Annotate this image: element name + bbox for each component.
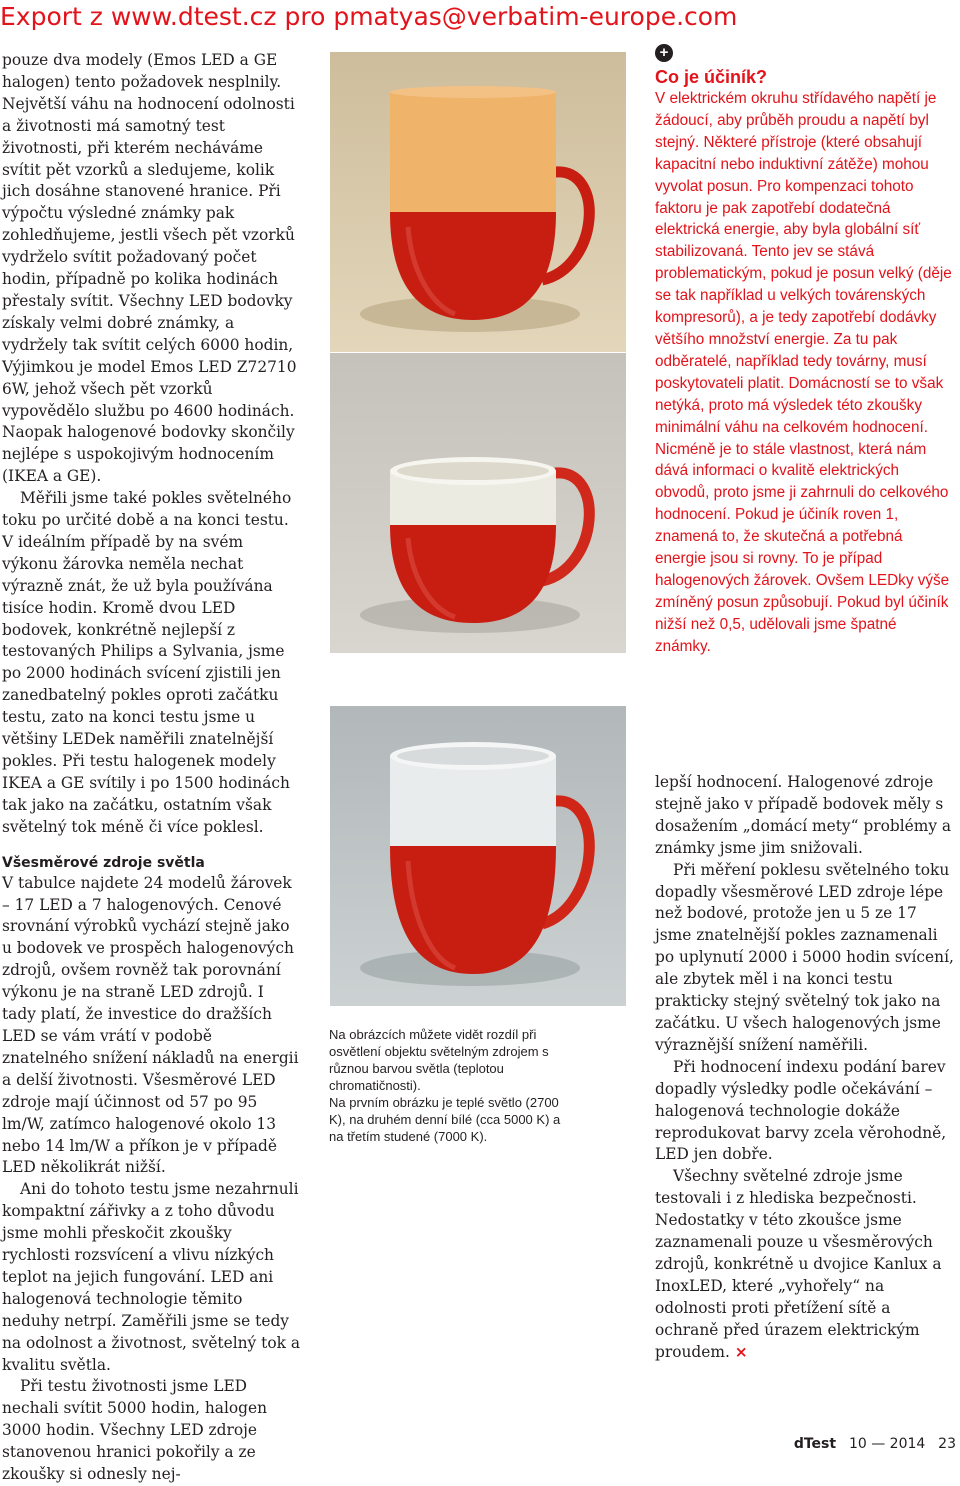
caption-line-2: Na prvním obrázku je teplé světlo (2700 K), na druhém denní bílé (cca 5000 K) a na třetím studené (7000 K). — [329, 1095, 561, 1144]
right-paragraph-2: Při měření poklesu světelného toku dopadly všesměrové LED zdroje lépe než bodové, protože jen u 5 ze 17 jsme znatelnější pokles zaznamenali po uplynutí 2000 i 5000 hodin svícení, ale zbytek měl i na konci testu prakticky stejný světelný tok jako na začátku. U všech halogenových jsme výraznější snížení naměřili. — [655, 860, 954, 1054]
info-box-text: V elektrickém okruhu střídavého napětí je žádoucí, aby průběh proudu a napětí byl stejný. Některé přístroje (které obsahují kapacitní nebo induktivní zátěže) mohou vyvolat posun. Pro kompenzaci tohoto faktoru je pak zapotřebí dodatečná elektrická energie, aby byla globální síť stabilizovaná. Tento jev se stává problematickým, pokud je posun velký (děje se tak například u velkých továrenských kompresorů), a je tedy zapotřebí dodávky většího množství energie. Za tu pak odběratelé, například tedy továrny, musí poskytovateli platit. Domácností se to však netýká, proto má výsledek této zkoušky minimální váhu na celkovém hodnocení. Nicméně je to stále vlastnost, která nám dává informaci o kvalitě elektrických obvodů, proto jsme ji zahrnuli do celkového hodnocení. Pokud je účiník roven 1, znamená to, že skutečná a potřebná energie jsou si rovny. To je případ halogenových žárovek. Ovšem LEDky výše zmíněný posun způsobují. Pokud byl účiník nižší než 0,5, udělovali jsme špatné známky. — [655, 90, 952, 655]
footer-page-number: 23 — [938, 1436, 956, 1452]
photo-daylight — [330, 353, 626, 653]
right-paragraph-3: Při hodnocení indexu podání barev dopadly výsledky podle očekávání – halogenová technologie dokáže reprodukovat barvy zcela věrohodně, LED jen dobře. — [655, 1057, 947, 1164]
right-paragraph-4 — [655, 1166, 955, 1363]
export-watermark: Export z www.dtest.cz pro pmatyas@verbatim-europe.com — [0, 2, 738, 31]
left-column — [2, 50, 302, 1486]
footer-issue: 10 — 2014 — [848, 1436, 926, 1452]
left-paragraph-3: V tabulce najdete 24 modelů žárovek – 17 LED a 7 halogenových. Cenové srovnání výrobků vychází stejně jako u bodovek ve prospěch halogenových zdrojů, ovšem rovněž tak porovnání výkonu je na straně LED zdrojů. I tady platí, že investice do dražších LED se vám vrátí v podobě znatelného snížení nákladů na energii a delší životnosti. Všesměrové LED zdroje mají účinnost od 57 po 95 lm/W, zatímco halogenové okolo 13 nebo 14 lm/W a příkon je v případě LED několikrát nižší. — [2, 873, 299, 1177]
cup-cool-image — [330, 706, 626, 1006]
info-box — [655, 44, 955, 658]
caption-line-1: Na obrázcích můžete vidět rozdíl při osvětlení objektu světelným zdrojem s různou barvou světla (teplotou chromatičnosti). — [329, 1027, 549, 1093]
photo-cool-light — [330, 706, 626, 1006]
left-paragraph-1: pouze dva modely (Emos LED a GE halogen) tento požadovek nesplnily. Největší váhu na hodnocení odolnosti a životnosti má samotný test životnosti, při kterém necháváme svítit pět vzorků a sledujeme, kolik jich dosáhne stanovené hranice. Při výpočtu výsledné známky pak zohledňujeme, jestli všech pět vzorků vydrželo svítit požadovaný počet hodin, případně po kolika hodinách přestaly svítit. Všechny LED bodovky získaly velmi dobré známky, a vydržely tak svítit celých 6000 hodin, Výjimkou je model Emos LED Z72710 6W, jehož všech pět vzorků vypovědělo službu po 4600 hodinách. Naopak halogenové bodovky skončily nejlépe s uspokojivým hodnocením (IKEA a GE). — [2, 51, 297, 486]
plus-circle-icon: + — [655, 44, 673, 62]
left-paragraph-2: Měřili jsme také pokles světelného toku po určité době a na konci testu. V ideálním případě by na svém výkonu žárovka neměla nechat výrazně znát, že už byla používána tisíce hodin. Kromě dvou LED bodovek, konkrétně nejlepší z testovaných Philips a Sylvania, jsme po 2000 hodinách svícení zjistili jen zanedbatelný pokles oproti začátku testu, zato na konci testu jsme u většiny LEDek naměřili znatelnější pokles. Při testu halogenek modely IKEA a GE svítily i po 1500 hodinách tak jako na začátku, ostatním však světelný tok méně či více poklesl. — [2, 489, 292, 836]
cup-daylight-image — [330, 353, 626, 653]
footer-brand: dTest — [793, 1436, 837, 1452]
right-column — [655, 772, 955, 1363]
photo-caption — [329, 1026, 574, 1145]
right-paragraph-4-text: Všechny světelné zdroje jsme testovali i z hlediska bezpečnosti. Nedostatky v této zkoušce jsme zaznamenali pouze u všesměrových zdrojů, konkrétně u dvojice Kanlux a InoxLED, které „vyhořely“ na odolnosti proti přetížení sítě a ochraně před úrazem elektrickým proudem. — [655, 1167, 942, 1361]
cup-warm-image — [330, 52, 626, 352]
section-heading: Všesměrové zdroje světla — [2, 854, 205, 871]
left-paragraph-4: Ani do tohoto testu jsme nezahrnuli kompaktní zářivky a z toho důvodu jsme mohli přeskočit zkoušky rychlosti rozsvícení a vlivu nízkých teplot na jejich fungování. LED ani halogenová technologie těmito neduhy netrpí. Zaměřili jsme se tedy na odolnost a životnost, světelný tok a kvalitu světla. — [2, 1180, 300, 1374]
page-footer — [794, 1436, 956, 1452]
end-mark-icon: × — [734, 1342, 748, 1361]
info-box-title: Co je účiník? — [655, 67, 768, 87]
left-paragraph-5: Při testu životnosti jsme LED nechali svítit 5000 hodin, halogen 3000 hodin. Všechny LED zdroje stanovenou hranici pokořily a ze zkoušky si odnesly nej- — [2, 1377, 268, 1484]
right-paragraph-1: lepší hodnocení. Halogenové zdroje stejně jako v případě bodovek měly s dosažením „domácí mety“ problémy a známky jsme jim snižovali. — [655, 773, 952, 857]
photo-warm-light — [330, 52, 626, 352]
